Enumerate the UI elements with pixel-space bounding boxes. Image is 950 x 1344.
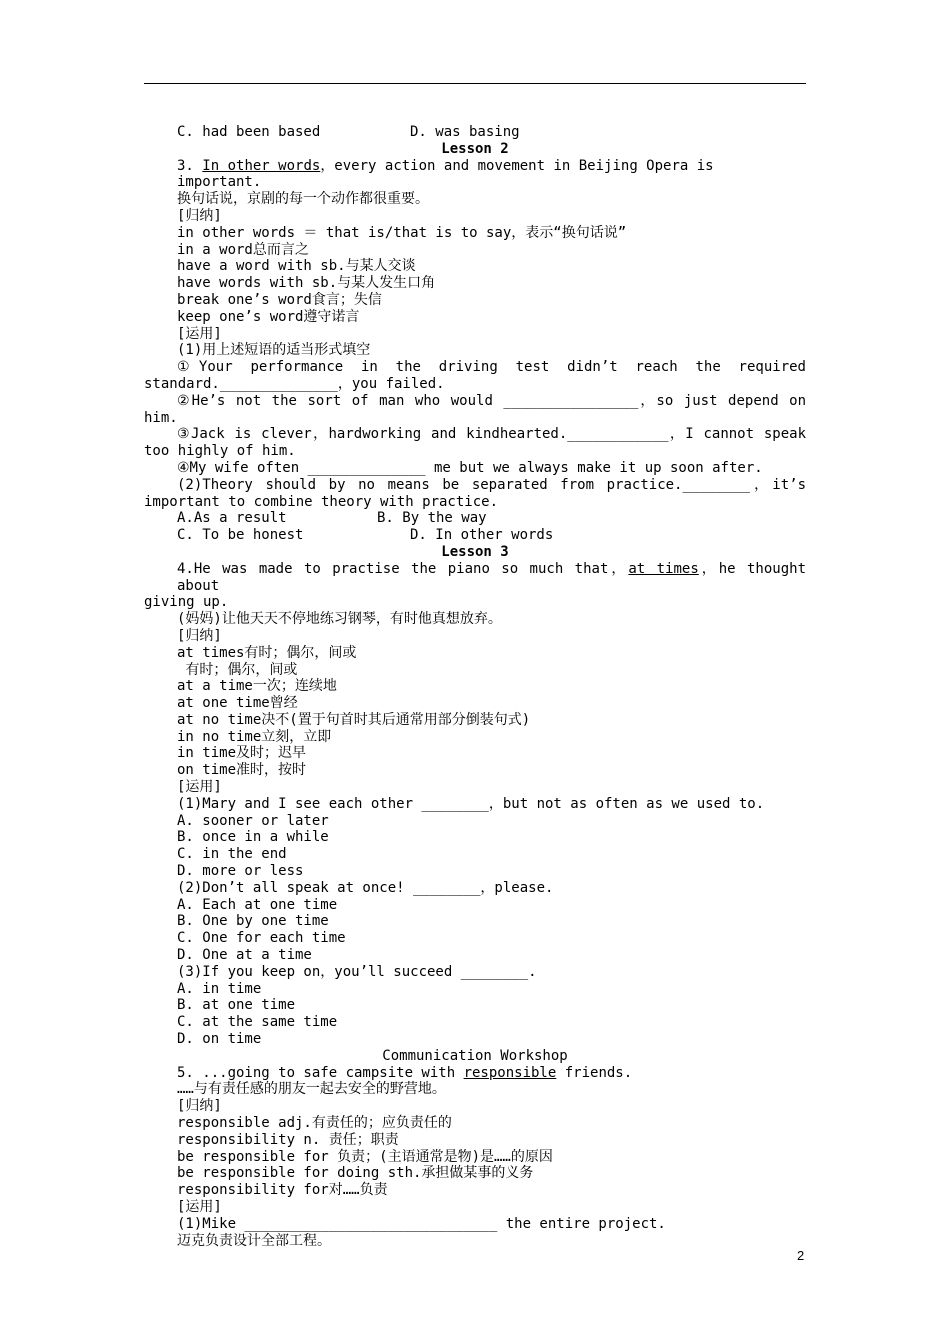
summary-line: at one time曾经 [177,695,298,712]
summary-line: keep one’s word遵守诺言 [177,308,360,325]
option: A. Each at one time [177,896,338,913]
prev-options-row [144,124,806,141]
exercise-item-3: ③Jack is clever，hardworking and kindhearted.____________，I cannot speak [177,426,806,443]
lesson3-q4: 4.He was made to practise the piano so much that，at times，he thought about [177,560,815,594]
options-row [144,510,806,527]
summary-line: have a word with sb.与某人交谈 [177,258,416,275]
summary-line: in no time立刻，立即 [177,728,332,745]
option: A. in time [177,980,262,997]
lesson2-heading: Lesson 2 [441,140,509,157]
summary-line: have words with sb.与某人发生口角 [177,275,436,292]
summary-line: responsible adj.有责任的；应负责任的 [177,1115,452,1132]
task-2-question-cont: important to combine theory with practice. [144,493,499,510]
lesson2-q3-translation: 换句话说，京剧的每一个动作都很重要。 [177,191,429,208]
option-a: A.As a result [177,510,287,527]
workshop-heading: Communication Workshop [382,1047,568,1064]
option: C. in the end [177,846,287,863]
key-phrase: In other words [202,157,321,174]
option: B. at one time [177,997,296,1014]
question-3: (3)If you keep on，you’ll succeed ________. [177,963,537,980]
task-2-question: (2)Theory should by no means be separated from practice.________，it’s [177,476,806,493]
summary-line: 有时；偶尔，间或 [177,661,298,678]
summary-line: break one’s word食言；失信 [177,291,382,308]
exercise-item-1: ①Your performance in the driving test didn’t reach the required [177,359,806,376]
summary-line: in a word总而言之 [177,241,309,258]
option-c: C. had been based [177,124,321,140]
option-b: B. By the way [377,510,487,527]
document-body [144,124,815,1249]
option-d: D. In other words [410,527,554,544]
summary-line: responsibility n. 责任；职责 [177,1131,399,1148]
summary-line: at no time决不(置于句首时其后通常用部分倒装句式) [177,711,531,728]
key-phrase: at times [628,560,699,577]
option: B. once in a while [177,829,329,846]
summary-label: [归纳] [177,207,222,224]
option: C. at the same time [177,1014,338,1031]
summary-label: [归纳] [177,1098,222,1115]
practice-label: [运用] [177,325,222,342]
practice-label: [运用] [177,1199,222,1215]
exercise-item-1-cont: standard.______________，you failed. [144,375,445,392]
summary-line: in other words ＝ that is/that is to say，表示“换句话说” [177,224,627,241]
option: D. on time [177,1031,262,1048]
option: C. One for each time [177,930,346,947]
summary-line: responsibility for对……负责 [177,1182,388,1199]
question-1: (1)Mike ______________________________ the entire project. [177,1215,666,1232]
option: D. more or less [177,863,304,880]
lesson3-q4-cont: giving up. [144,594,229,611]
task-1-instruction: (1)用上述短语的适当形式填空 [177,342,371,359]
exercise-item-2: ②He’s not the sort of man who would ________________，so just depend on [177,392,806,409]
summary-label: [归纳] [177,627,222,644]
practice-label: [运用] [177,779,222,796]
option: A. sooner or later [177,812,329,829]
summary-line: in time及时；迟早 [177,745,307,762]
exercise-item-3-cont: too highly of him. [144,443,296,460]
summary-line: on time准时，按时 [177,762,307,779]
question-1-translation: 迈克负责设计全部工程。 [177,1232,331,1249]
summary-line: be responsible for 负责；(主语通常是物)是……的原因 [177,1148,553,1165]
workshop-q5: 5. ...going to safe campsite with responsible friends. [177,1064,633,1081]
lesson2-q3: 3. In other words，every action and movement in Beijing Opera is important. [177,157,723,191]
key-phrase: responsible [463,1064,557,1081]
summary-line: at a time一次；连续地 [177,678,337,695]
header-rule [144,83,806,84]
workshop-q5-translation: ……与有责任感的朋友一起去安全的野营地。 [177,1081,446,1098]
question-2: (2)Don’t all speak at once! ________，please. [177,879,554,896]
lesson3-heading: Lesson 3 [441,543,509,560]
page-number: 2 [797,1248,805,1263]
summary-line: at times有时；偶尔，间或 [177,644,357,661]
option: B. One by one time [177,913,329,930]
question-1: (1)Mary and I see each other ________，but not as often as we used to. [177,795,765,812]
exercise-item-2-cont: him. [144,409,178,426]
exercise-item-4: ④My wife often ______________ me but we always make it up soon after. [177,459,763,476]
option: D. One at a time [177,947,312,964]
lesson3-q4-translation: (妈妈)让他天天不停地练习钢琴，有时他真想放弃。 [177,611,502,628]
option-d: D. was basing [410,124,520,140]
option-c: C. To be honest [177,527,304,544]
summary-line: be responsible for doing sth.承担做某事的义务 [177,1165,534,1182]
options-row [144,527,806,544]
